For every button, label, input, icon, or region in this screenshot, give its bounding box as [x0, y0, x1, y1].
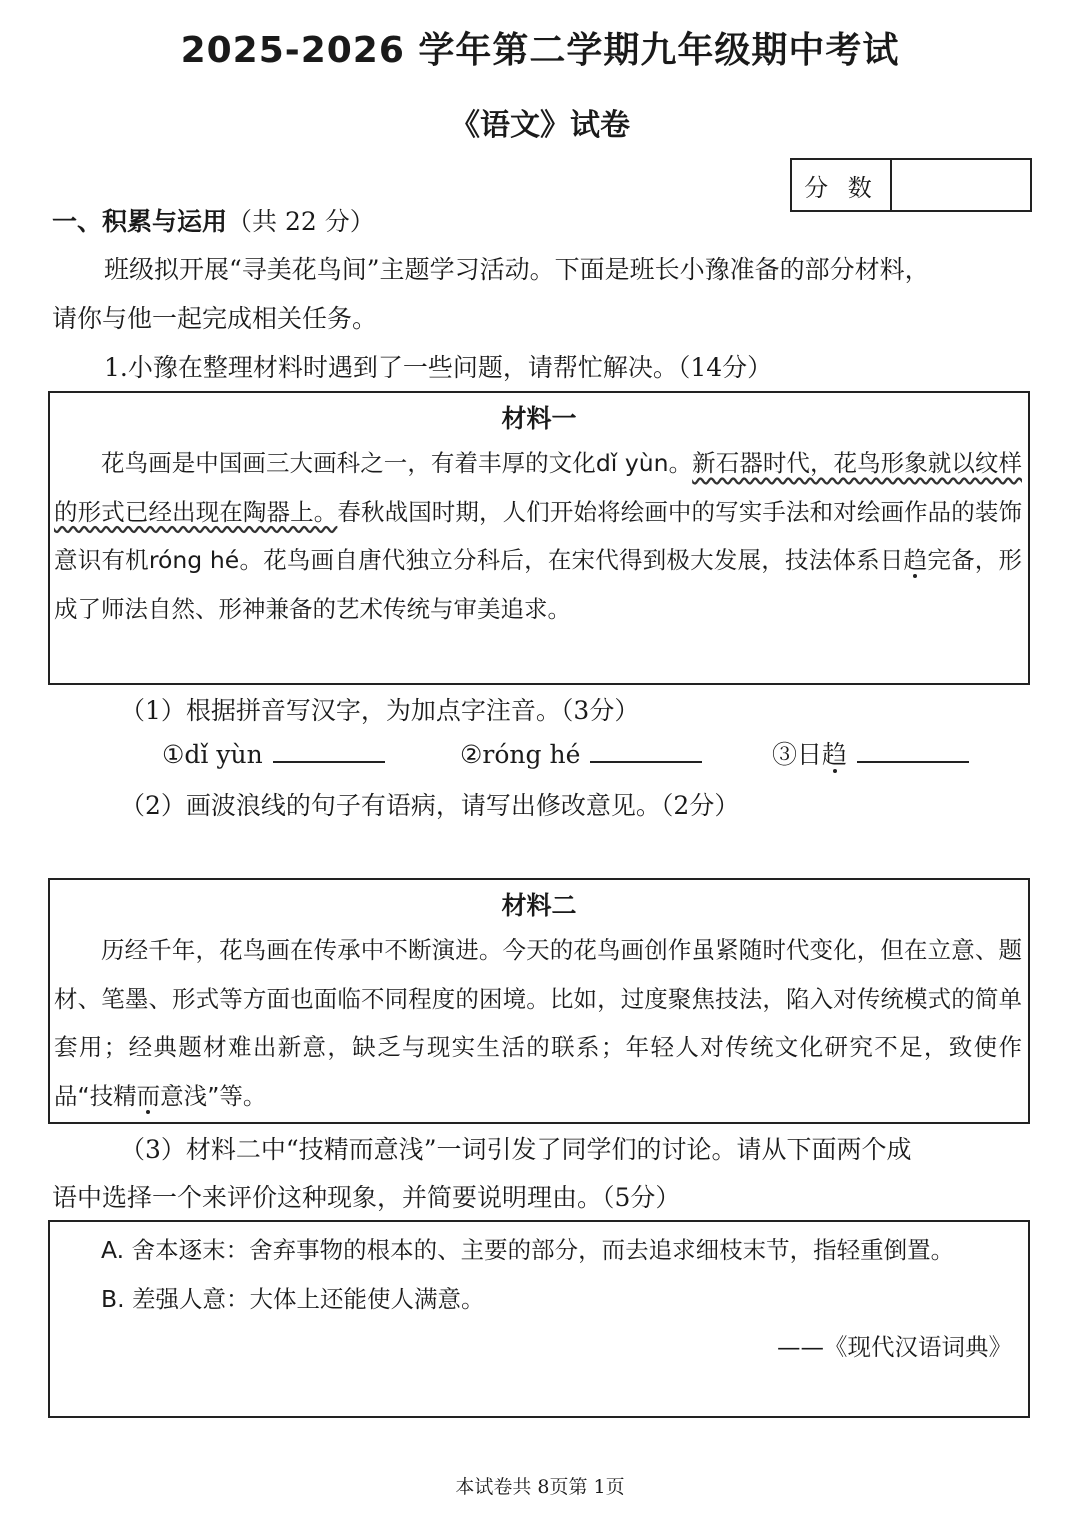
pinyin-item-3: [772, 730, 969, 779]
page-footer: 本试卷共 8页第 1页: [455, 1476, 625, 1498]
answer-blank-2[interactable]: [590, 735, 702, 763]
intro-line-1: 班级拟开展“寻美花鸟间”主题学习活动。下面是班长小豫准备的部分材料，: [104, 255, 930, 284]
sub-question-2: （2）画波浪线的句子有语病，请写出修改意见。（2分）: [120, 791, 740, 820]
answer-blank-3[interactable]: [857, 735, 969, 763]
exam-subtitle: 《语文》试卷: [450, 108, 630, 143]
score-field[interactable]: [892, 160, 1030, 210]
score-label: 分 数: [792, 160, 892, 210]
material-2-title: 材料二: [501, 891, 577, 920]
pinyin-item-2: [460, 730, 702, 779]
question-1: 1.小豫在整理材料时遇到了一些问题，请帮忙解决。（14分）: [104, 353, 773, 382]
section-heading-title: 一、积累与运用: [52, 207, 228, 236]
material-1-text: [50, 439, 1028, 633]
section-heading-points: （共 22 分）: [227, 207, 375, 236]
sub-question-3-line-2: 语中选择一个来评价这种现象，并简要说明理由。（5分）: [52, 1183, 681, 1212]
sub-question-1: （1）根据拼音写汉字，为加点字注音。（3分）: [120, 696, 640, 725]
dotted-phrase: 技精而意浅: [89, 1081, 208, 1110]
idiom-box: [48, 1220, 1030, 1418]
idiom-a: A. 舍本逐末：舍弃事物的根本的、主要的部分，而去追求细枝末节，指轻重倒置。: [101, 1236, 955, 1264]
pinyin-item-3-prefix: ③日: [772, 740, 823, 769]
material-2-body: 历经千年，花鸟画在传承中不断演进。今天的花鸟画创作虽紧随时代变化，但在立意、题材、笔墨、形式等方面也面临不同程度的困境。比如，过度聚焦技法，陷入对传统模式的简单套用；经典题材难出新意，缺乏与现实生活的联系；年轻人对传统文化研究不足，致使作品“: [54, 936, 1022, 1110]
score-box: [790, 158, 1032, 212]
material-2-tail: ”等。: [207, 1081, 267, 1110]
material-1-sentence-3: 春秋战国时期，人们开始将绘画中的写实手法和对绘画作品的装饰意识有机róng hé。花鸟画自唐代独立分科后，在宋代得到极大发展，技法体系日: [54, 497, 1023, 574]
wavy-sentence: 新石器时代，花鸟形象就以纹样的形式已经出现在陶器上。: [54, 449, 1022, 526]
dictionary-source: ——《现代汉语词典》: [777, 1333, 1012, 1361]
material-1-sentence-4: 完备，形成了师法自然、形神兼备的艺术传统与审美追求。: [54, 546, 1023, 623]
intro-line-2: 请你与他一起完成相关任务。: [52, 304, 378, 333]
pinyin-item-3-dotted-char: 趋: [822, 740, 848, 769]
material-1-sentence-1: 花鸟画是中国画三大画科之一，有着丰厚的文化dǐ yùn。: [101, 449, 693, 477]
dotted-char: 趋: [903, 546, 928, 574]
idiom-b: B. 差强人意：大体上还能使人满意。: [101, 1284, 485, 1313]
material-1-title: 材料一: [501, 404, 577, 433]
exam-title: 2025-2026 学年第二学期九年级期中考试: [180, 30, 900, 71]
pinyin-item-1: [162, 730, 385, 779]
answer-area-2[interactable]: [120, 830, 1020, 874]
answer-blank-1[interactable]: [273, 735, 385, 763]
pinyin-item-1-label: ①dǐ yùn: [162, 740, 263, 769]
material-2-text: [50, 926, 1028, 1120]
material-2-box: [48, 878, 1030, 1124]
section-heading: [52, 202, 375, 238]
material-1-box: [48, 391, 1030, 685]
sub-question-3-line-1: （3）材料二中“技精而意浅”一词引发了同学们的讨论。请从下面两个成: [120, 1135, 912, 1164]
pinyin-item-2-label: ②róng hé: [460, 740, 581, 769]
